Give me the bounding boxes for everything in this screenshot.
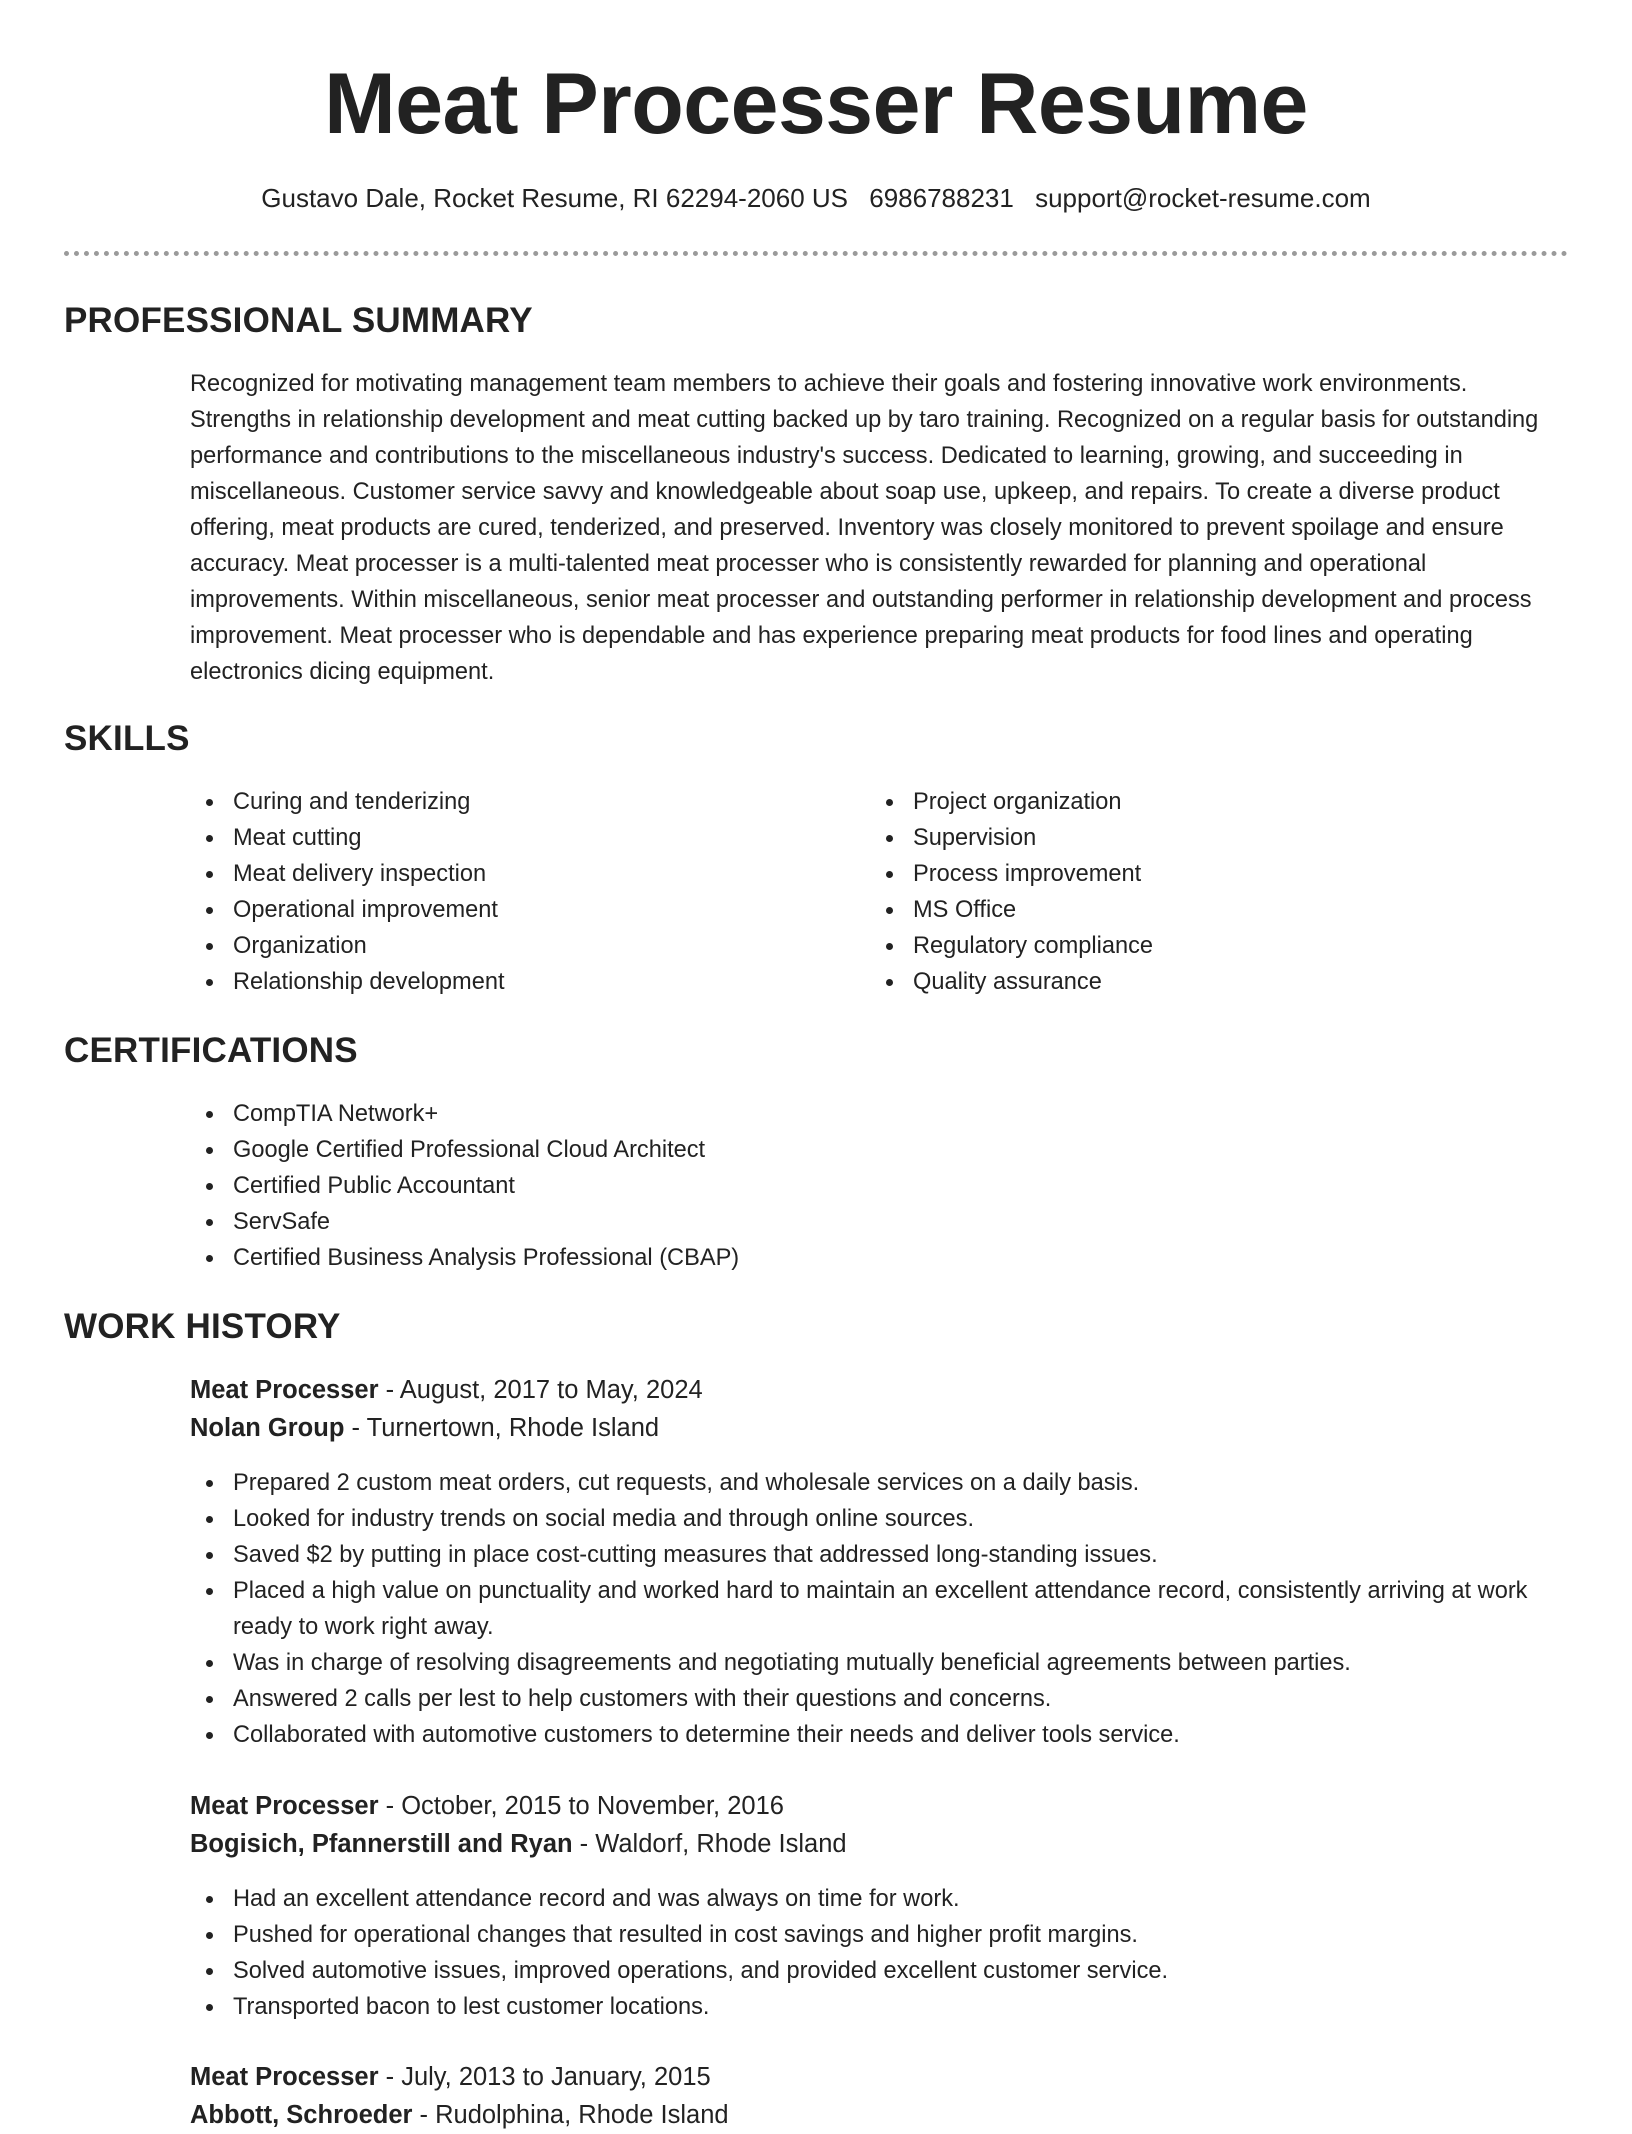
certification-item: ServSafe <box>190 1204 1570 1240</box>
skill-item: Quality assurance <box>870 964 1510 1000</box>
job-company: Abbott, Schroeder <box>190 2101 413 2129</box>
job-bullet: Collaborated with automotive customers to determine their needs and deliver tools service. <box>190 1717 1570 1753</box>
job-dates: - July, 2013 to January, 2015 <box>378 2063 711 2091</box>
job-title-line <box>190 1787 784 1825</box>
skill-item: Organization <box>190 928 830 964</box>
job-bullet: Had an excellent attendance record and was always on time for work. <box>190 1881 1570 1917</box>
certifications-heading: CERTIFICATIONS <box>64 1031 358 1070</box>
contact-phone: 6986788231 <box>869 183 1014 213</box>
skill-item: MS Office <box>870 892 1510 928</box>
job-bullet: Solved automotive issues, improved operations, and provided excellent customer service. <box>190 1953 1570 1989</box>
job-bullets <box>190 1881 1570 2025</box>
job-location: - Rudolphina, Rhode Island <box>412 2101 729 2129</box>
skills-heading: SKILLS <box>64 719 190 758</box>
skill-item: Operational improvement <box>190 892 830 928</box>
certification-item: Certified Public Accountant <box>190 1168 1570 1204</box>
job-company: Bogisich, Pfannerstill and Ryan <box>190 1830 573 1858</box>
job-title: Meat Processer <box>190 1792 379 1820</box>
job-company-line <box>190 1409 659 1447</box>
job-bullet: Pushed for operational changes that resulted in cost savings and higher profit margins. <box>190 1917 1570 1953</box>
job-bullet: Prepared 2 custom meat orders, cut requests, and wholesale services on a daily basis. <box>190 1465 1570 1501</box>
skill-item: Relationship development <box>190 964 830 1000</box>
contact-email: support@rocket-resume.com <box>1035 183 1371 213</box>
skill-item: Meat delivery inspection <box>190 856 830 892</box>
job-title: Meat Processer <box>190 1376 379 1404</box>
skills-list-right <box>870 784 1510 1000</box>
job-bullet: Transported bacon to lest customer locations. <box>190 1989 1570 2025</box>
skill-item: Regulatory compliance <box>870 928 1510 964</box>
summary-heading: PROFESSIONAL SUMMARY <box>64 301 533 340</box>
contact-address: Gustavo Dale, Rocket Resume, RI 62294-2060 US <box>261 183 849 213</box>
certifications-list <box>190 1096 1570 1276</box>
job-location: - Waldorf, Rhode Island <box>572 1830 847 1858</box>
certification-item: Certified Business Analysis Professional (CBAP) <box>190 1240 1570 1276</box>
certification-item: Google Certified Professional Cloud Architect <box>190 1132 1570 1168</box>
skill-item: Meat cutting <box>190 820 830 856</box>
job-title: Meat Processer <box>190 2063 379 2091</box>
resume-title: Meat Processer Resume <box>324 56 1308 152</box>
job-bullets <box>190 1465 1570 1753</box>
contact-line <box>0 180 1632 216</box>
job-dates: - August, 2017 to May, 2024 <box>378 1376 703 1404</box>
job-title-line <box>190 2058 711 2096</box>
job-company: Nolan Group <box>190 1414 345 1442</box>
job-bullet: Looked for industry trends on social media and through online sources. <box>190 1501 1570 1537</box>
job-bullet: Answered 2 calls per lest to help customers with their questions and concerns. <box>190 1681 1570 1717</box>
skill-item: Process improvement <box>870 856 1510 892</box>
job-dates: - October, 2015 to November, 2016 <box>378 1792 784 1820</box>
certification-item: CompTIA Network+ <box>190 1096 1570 1132</box>
work-history-heading: WORK HISTORY <box>64 1307 341 1346</box>
skills-list-left <box>190 784 830 1000</box>
header-divider <box>64 251 1568 256</box>
summary-paragraph: Recognized for motivating management team members to achieve their goals and fostering innovative work environments. Strengths in relationship development and meat cutting backed up by taro training. Recognized on a regular basis for outstanding performance and contributions to the miscellaneous industry's success. Dedicated to learning, growing, and succeeding in miscellaneous. Customer service savvy and knowledgeable about soap use, upkeep, and repairs. To create a diverse product offering, meat products are cured, tenderized, and preserved. Inventory was closely monitored to prevent spoilage and ensure accuracy. Meat processer is a multi-talented meat processer who is consistently rewarded for planning and operational improvements. Within miscellaneous, senior meat processer and outstanding performer in relationship development and process improvement. Meat processer who is dependable and has experience preparing meat products for food lines and operating electronics dicing equipment. <box>190 371 1539 685</box>
skill-item: Supervision <box>870 820 1510 856</box>
skill-item: Curing and tenderizing <box>190 784 830 820</box>
skill-item: Project organization <box>870 784 1510 820</box>
job-company-line <box>190 2096 729 2134</box>
job-company-line <box>190 1825 847 1863</box>
job-bullet: Saved $2 by putting in place cost-cutting measures that addressed long-standing issues. <box>190 1537 1570 1573</box>
job-bullet: Placed a high value on punctuality and worked hard to maintain an excellent attendance record, consistently arriving at work ready to work right away. <box>190 1573 1570 1645</box>
job-bullet: Was in charge of resolving disagreements and negotiating mutually beneficial agreements between parties. <box>190 1645 1570 1681</box>
job-location: - Turnertown, Rhode Island <box>344 1414 660 1442</box>
job-title-line <box>190 1371 703 1409</box>
